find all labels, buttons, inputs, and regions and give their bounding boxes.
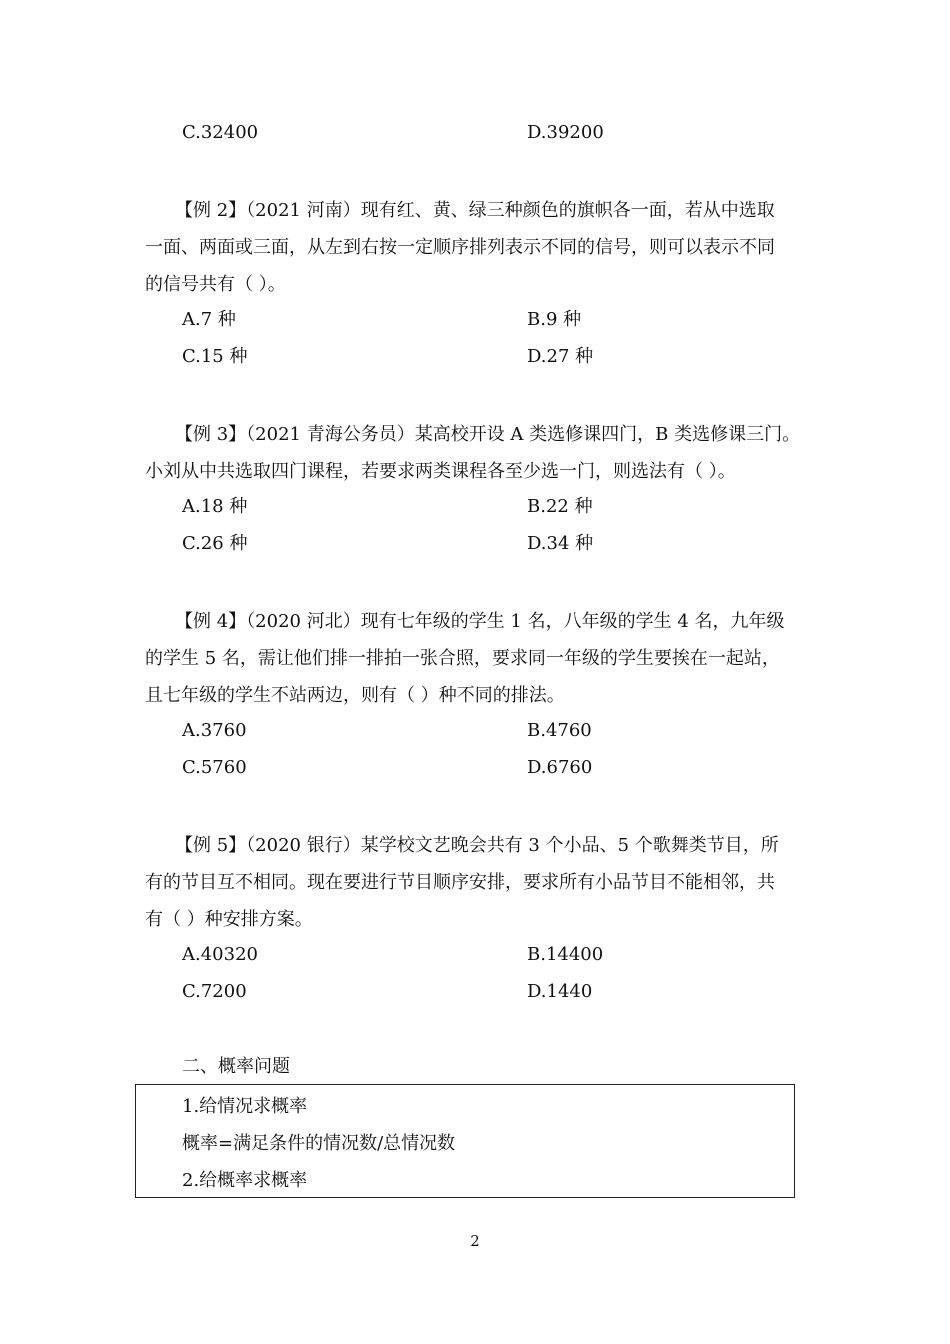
option-c: C.5760 [182, 757, 247, 778]
option-c: C.26 种 [182, 533, 248, 554]
question-line: 的信号共有（ ）。 [145, 274, 286, 295]
option-d: D.1440 [527, 981, 593, 1002]
option-c: C.15 种 [182, 346, 248, 367]
option-c: C.32400 [182, 122, 259, 143]
option-a: A.3760 [182, 720, 247, 741]
option-b: B.9 种 [527, 309, 582, 330]
example-3-question [145, 416, 810, 490]
option-d: D.6760 [527, 757, 593, 778]
example-4-question [145, 603, 810, 714]
option-b: B.4760 [527, 720, 592, 741]
question-line: 【例 5】（2020 银行）某学校文艺晚会共有 3 个小品、5 个歌舞类节目，所 [175, 835, 779, 856]
option-a: A.7 种 [182, 309, 236, 330]
question-line: 小刘从中共选取四门课程，若要求两类课程各至少选一门，则选法有（ ）。 [145, 461, 736, 482]
page-number: 2 [470, 1232, 480, 1250]
option-d: D.27 种 [527, 346, 594, 367]
question-line: 的学生 5 名，需让他们排一排拍一张合照，要求同一年级的学生要挨在一起站， [145, 648, 780, 669]
question-line: 【例 2】（2021 河南）现有红、黄、绿三种颜色的旗帜各一面，若从中选取 [175, 200, 775, 221]
question-line: 一面、两面或三面，从左到右按一定顺序排列表示不同的信号，则可以表示不同 [145, 237, 775, 258]
question-line: 【例 3】（2021 青海公务员）某高校开设 A 类选修课四门，B 类选修课三门。 [175, 424, 801, 445]
summary-box [135, 1084, 795, 1198]
example-5-question [145, 827, 810, 938]
example-2-question [145, 192, 810, 303]
box-line: 概率=满足条件的情况数/总情况数 [182, 1133, 456, 1154]
question-line: 【例 4】（2020 河北）现有七年级的学生 1 名，八年级的学生 4 名，九年级 [175, 611, 785, 632]
option-d: D.39200 [527, 122, 604, 143]
section-heading: 二、概率问题 [182, 1056, 290, 1077]
option-a: A.18 种 [182, 496, 248, 517]
option-d: D.34 种 [527, 533, 594, 554]
box-line: 1.给情况求概率 [182, 1096, 308, 1117]
question-line: 有的节目互不相同。现在要进行节目顺序安排，要求所有小品节目不能相邻，共 [145, 872, 775, 893]
box-line: 2.给概率求概率 [182, 1170, 308, 1191]
option-b: B.14400 [527, 944, 604, 965]
option-a: A.40320 [182, 944, 258, 965]
option-b: B.22 种 [527, 496, 593, 517]
question-line: 有（ ）种安排方案。 [145, 909, 313, 930]
option-c: C.7200 [182, 981, 247, 1002]
question-line: 且七年级的学生不站两边，则有（ ）种不同的排法。 [145, 685, 565, 706]
